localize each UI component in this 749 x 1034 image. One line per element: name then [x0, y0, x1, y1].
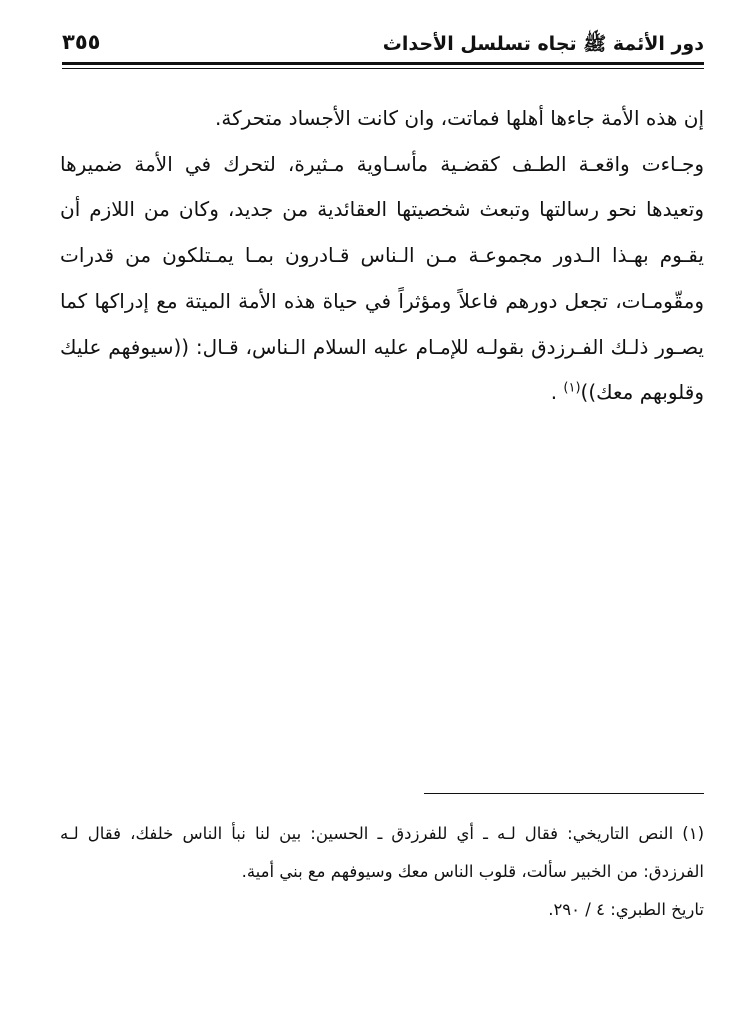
footnote-source: تاريخ الطبري: ٤ / ٢٩٠. [548, 900, 704, 919]
running-header [62, 26, 704, 56]
page-number: ٣٥٥ [62, 30, 101, 54]
main-text [60, 96, 704, 416]
footnotes [60, 815, 704, 929]
running-title: دور الأئمة ﷺ تجاه تسلسل الأحداث [382, 33, 704, 55]
footnote-1: (١) النص التاريخي: فقال لـه ـ أي للفرزدق ـ الحسين: بين لنا نبأ الناس خلفك، فقال لـه الفرزدق: من الخبير سألت، قلوب الناس معك وسيوفهم مع بني أمية. [60, 824, 704, 881]
footnote-separator [424, 793, 704, 794]
paragraph-2-end: . [550, 380, 564, 405]
paragraph-2 [60, 142, 704, 416]
header-rule-thin [62, 68, 704, 69]
header-rule-thick [62, 62, 704, 65]
footnote-reference[interactable]: (١) [563, 380, 581, 396]
paragraph-1: إن هذه الأمة جاءها أهلها فماتت، وان كانت الأجساد متحركة. [215, 106, 704, 130]
paragraph-2-text: وجـاءت واقعـة الطـف كقضـية مأسـاوية مـثيرة، لتحرك في الأمة ضميرها وتعيدها نحو رسالتها وتبعث شخصيتها العقائدية من جديد، وكان من اللازم أن يقـوم بهـذا الـدور مجموعـة مـن الـناس قـادرون بمـا يمـتلكون من قدرات ومقّومـات، تجعل دورهم فاعلاً ومؤثراً في حياة هذه الأمة الميتة مع إدراكها كما يصـور ذلـك الفـرزدق بقولـه للإمـام عليه السلام الـناس، قـال: ((سيوفهم عليك وقلوبهم معك)) [60, 151, 704, 405]
